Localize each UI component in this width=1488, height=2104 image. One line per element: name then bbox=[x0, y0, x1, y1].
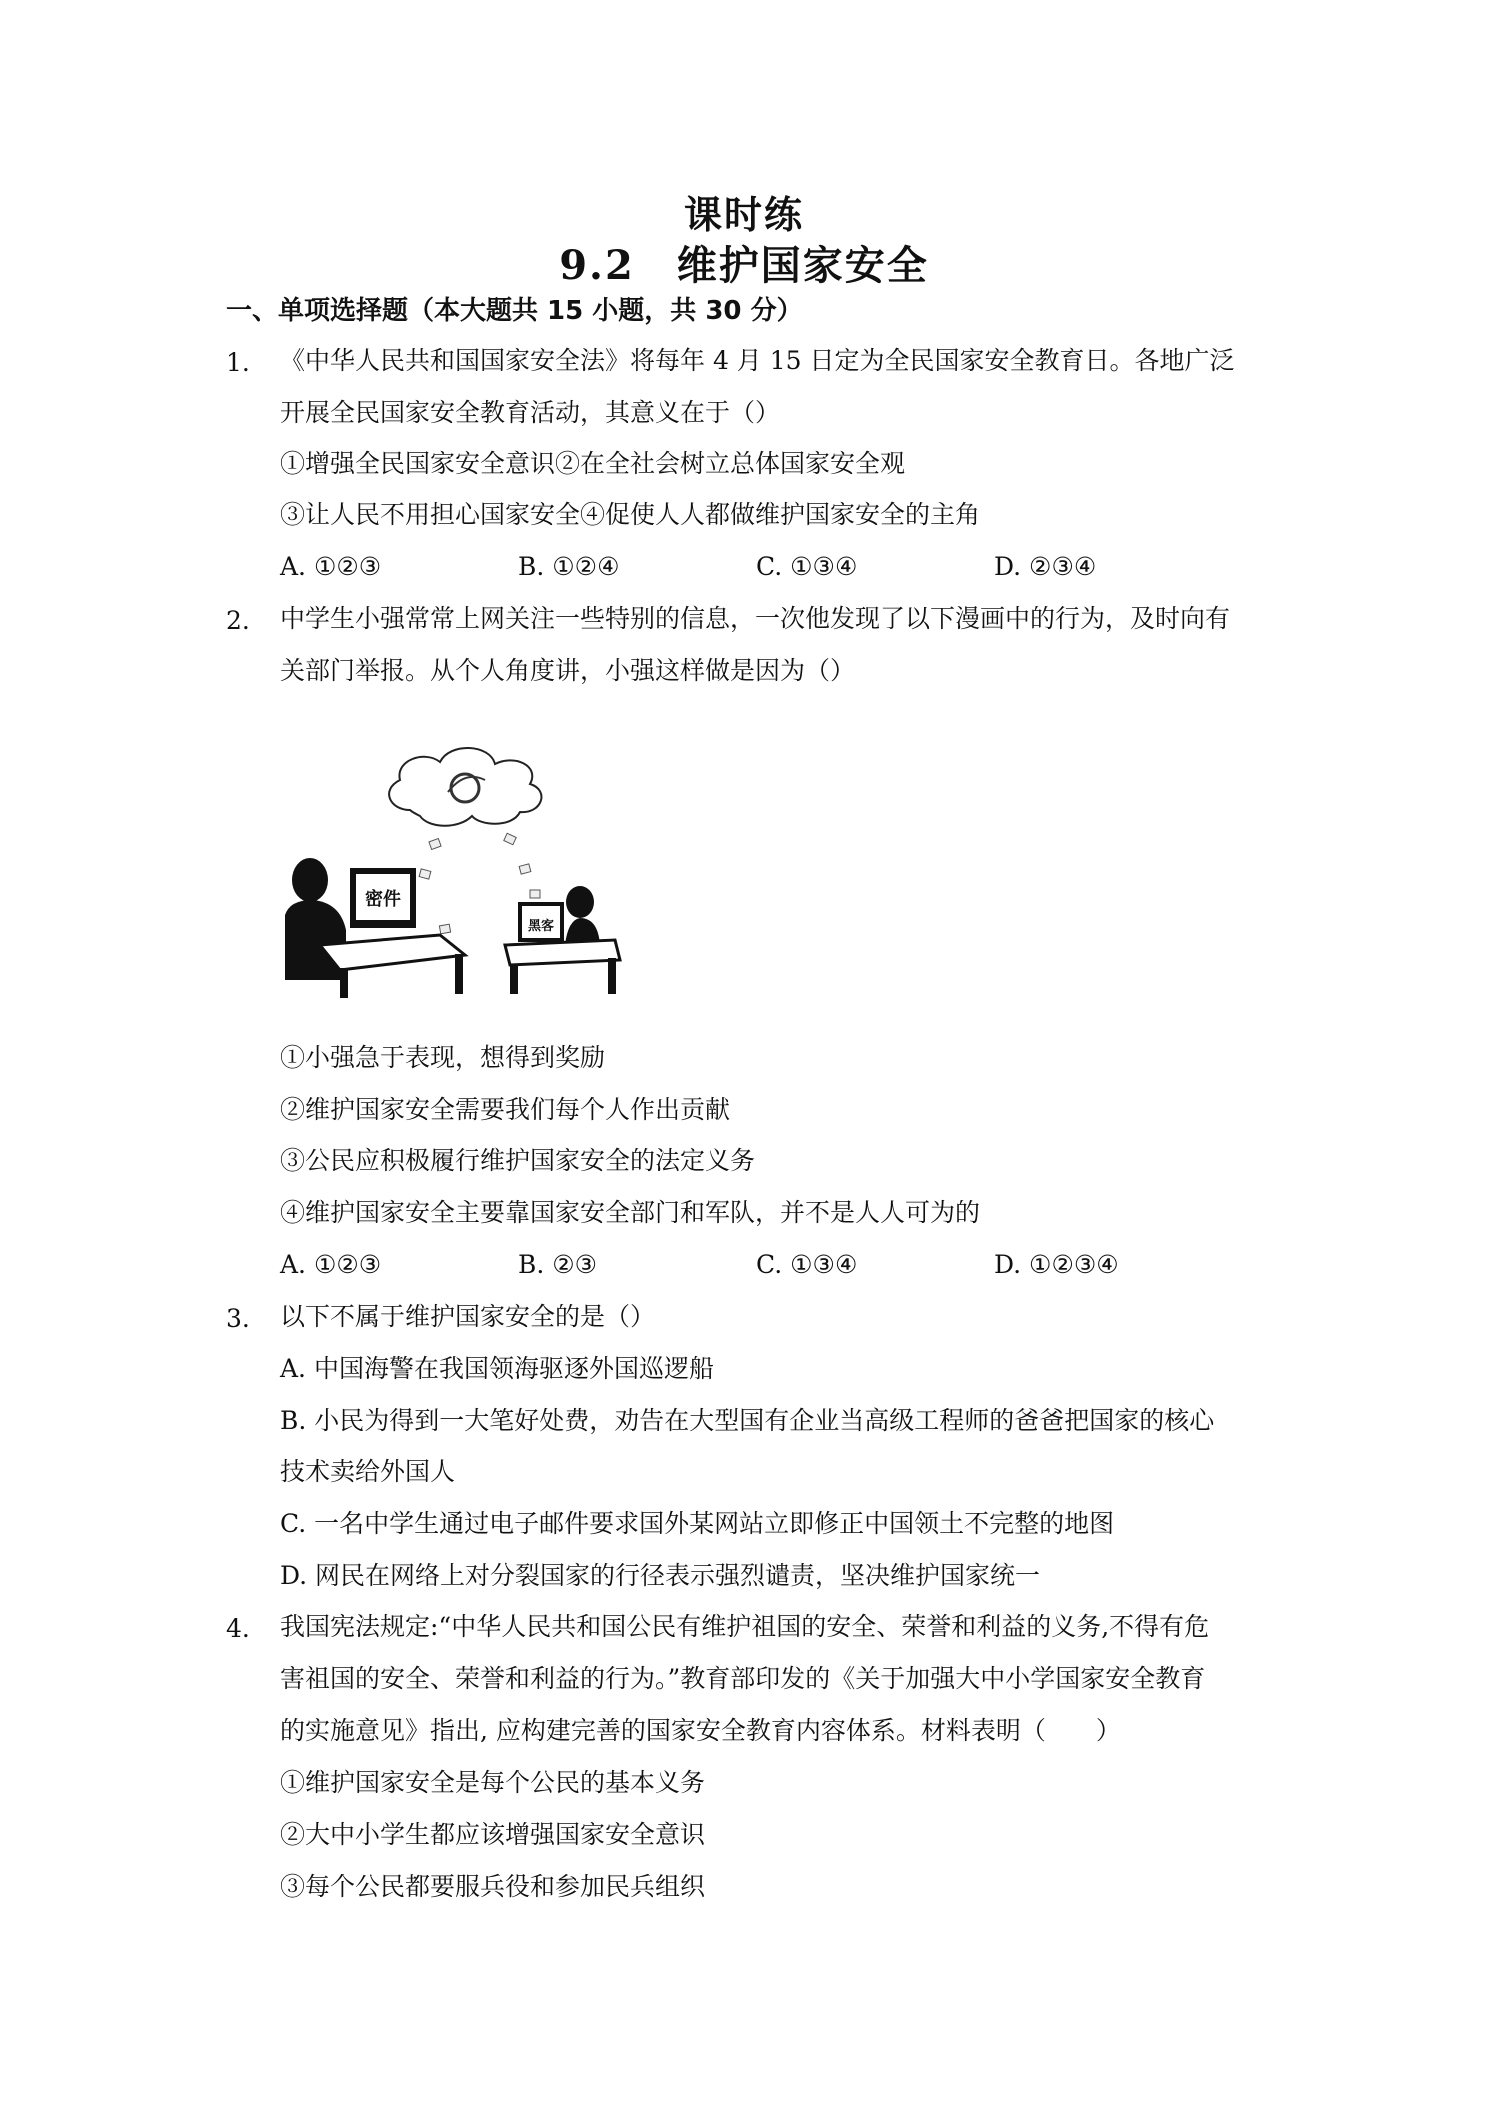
question-3-choice-b[interactable]: B. 小民为得到一大笔好处费，劝告在大型国有企业当高级工程师的爸爸把国家的核心 bbox=[280, 1406, 1215, 1435]
section-heading: 一、单项选择题（本大题共 15 小题，共 30 分） bbox=[226, 296, 803, 326]
question-2-number: 2. bbox=[226, 606, 250, 635]
question-4-stem-line: 害祖国的安全、荣誉和利益的行为。”教育部印发的《关于加强大中小学国家安全教育 bbox=[280, 1664, 1206, 1693]
question-2-option-d[interactable]: D. ①②③④ bbox=[994, 1250, 1119, 1279]
question-1-option-c[interactable]: C. ①③④ bbox=[756, 552, 858, 581]
question-1-option-a[interactable]: A. ①②③ bbox=[280, 552, 382, 581]
question-3-choice-d[interactable]: D. 网民在网络上对分裂国家的行径表示强烈谴责，坚决维护国家统一 bbox=[280, 1561, 1041, 1590]
question-2-statement: ④维护国家安全主要靠国家安全部门和军队，并不是人人可为的 bbox=[280, 1198, 981, 1227]
question-3-stem-line: 以下不属于维护国家安全的是（） bbox=[280, 1302, 656, 1331]
question-2-statement: ②维护国家安全需要我们每个人作出贡献 bbox=[280, 1095, 731, 1124]
question-4-statement: ③每个公民都要服兵役和参加民兵组织 bbox=[280, 1872, 706, 1901]
cartoon-label-hacker: 黑客 bbox=[527, 919, 555, 934]
question-3-choice-c[interactable]: C. 一名中学生通过电子邮件要求国外某网站立即修正中国领土不完整的地图 bbox=[280, 1509, 1115, 1538]
question-4-stem-line: 我国宪法规定:“中华人民共和国公民有维护祖国的安全、荣誉和利益的义务,不得有危 bbox=[280, 1612, 1210, 1641]
document-subtitle: 9.2 维护国家安全 bbox=[559, 242, 929, 289]
question-2-option-b[interactable]: B. ②③ bbox=[518, 1250, 598, 1279]
question-1-option-d[interactable]: D. ②③④ bbox=[994, 552, 1097, 581]
question-3-number: 3. bbox=[226, 1304, 250, 1333]
document-title: 课时练 bbox=[683, 192, 804, 237]
question-1-option-b[interactable]: B. ①②④ bbox=[518, 552, 620, 581]
question-4-number: 4. bbox=[226, 1614, 250, 1643]
question-3-choice-b-continued: 技术卖给外国人 bbox=[280, 1457, 456, 1486]
question-3-choice-a[interactable]: A. 中国海警在我国领海驱逐外国巡逻船 bbox=[280, 1354, 714, 1383]
question-1-number: 1. bbox=[226, 348, 250, 377]
question-4-stem-line: 的实施意见》指出, 应构建完善的国家安全教育内容体系。材料表明（ ） bbox=[280, 1716, 1121, 1745]
question-2-stem-line: 中学生小强常常上网关注一些特别的信息，一次他发现了以下漫画中的行为，及时向有 bbox=[280, 604, 1231, 633]
question-1-stem-line: 开展全民国家安全教育活动，其意义在于（） bbox=[280, 398, 781, 427]
question-4-statement: ②大中小学生都应该增强国家安全意识 bbox=[280, 1820, 706, 1849]
question-2-statement: ③公民应积极履行维护国家安全的法定义务 bbox=[280, 1146, 756, 1175]
question-1-statement: ①增强全民国家安全意识②在全社会树立总体国家安全观 bbox=[280, 449, 906, 478]
question-2-statement: ①小强急于表现，想得到奖励 bbox=[280, 1043, 606, 1072]
question-4-statement: ①维护国家安全是每个公民的基本义务 bbox=[280, 1768, 706, 1797]
question-2-stem-line: 关部门举报。从个人角度讲，小强这样做是因为（） bbox=[280, 656, 856, 685]
question-1-statement: ③让人民不用担心国家安全④促使人人都做维护国家安全的主角 bbox=[280, 500, 981, 529]
cartoon-label-secret-file: 密件 bbox=[365, 889, 401, 910]
question-2-option-a[interactable]: A. ①②③ bbox=[280, 1250, 382, 1279]
question-1-stem-line: 《中华人民共和国国家安全法》将每年 4 月 15 日定为全民国家安全教育日。各地广泛 bbox=[280, 346, 1235, 375]
hacker-cartoon-image bbox=[280, 740, 640, 1000]
question-2-option-c[interactable]: C. ①③④ bbox=[756, 1250, 858, 1279]
